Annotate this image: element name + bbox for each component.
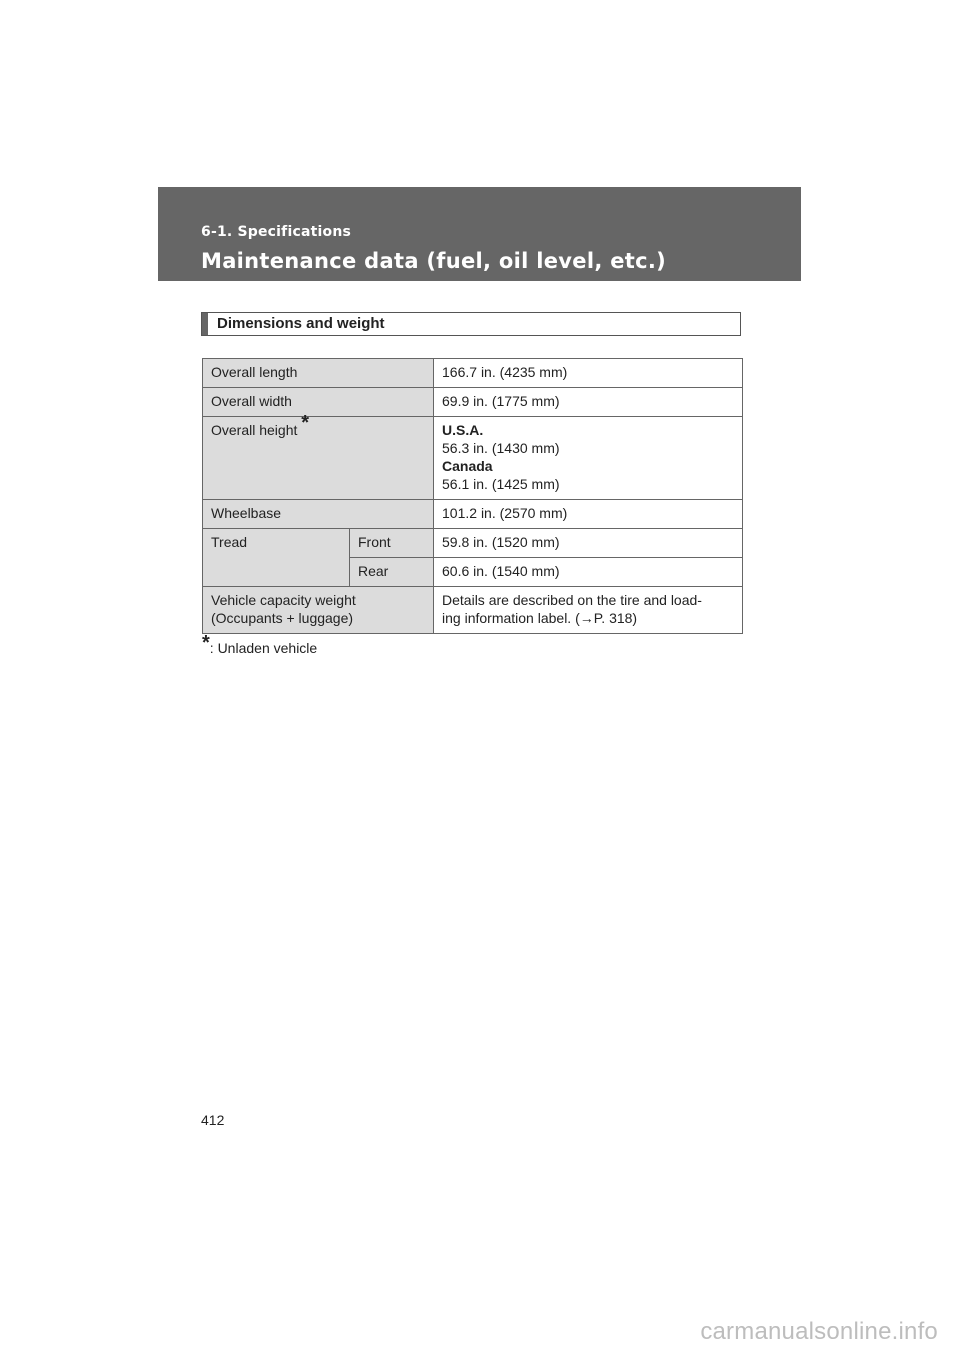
capacity-label-line2: (Occupants + luggage) — [211, 610, 354, 626]
table-row — [203, 417, 743, 500]
usa-value: 56.3 in. (1430 mm) — [442, 440, 560, 456]
footnote-star: * — [202, 632, 210, 654]
overall-height-value-cell — [434, 417, 743, 500]
capacity-label-cell — [203, 587, 434, 634]
overall-height-label: Overall height — [211, 422, 298, 438]
tread-front-label: Front — [350, 529, 434, 558]
usa-label: U.S.A. — [442, 422, 484, 438]
canada-label: Canada — [442, 458, 493, 474]
overall-height-label-cell — [203, 412, 434, 500]
capacity-label-line1: Vehicle capacity weight — [211, 592, 356, 608]
overall-width-value: 69.9 in. (1775 mm) — [434, 388, 743, 417]
subsection-title: Dimensions and weight — [217, 315, 385, 332]
wheelbase-value: 101.2 in. (2570 mm) — [434, 500, 743, 529]
footnote — [202, 632, 318, 656]
capacity-value-line1: Details are described on the tire and load- — [442, 592, 702, 608]
capacity-value-line2: ing information label. (→P. 318) — [442, 610, 638, 626]
table-row — [203, 500, 743, 529]
tread-label: Tread — [203, 529, 350, 587]
footnote-text: : Unladen vehicle — [209, 640, 318, 656]
subsection-bar — [202, 313, 208, 335]
overall-length-value: 166.7 in. (4235 mm) — [434, 359, 743, 388]
canada-value: 56.1 in. (1425 mm) — [442, 476, 560, 492]
watermark: carmanualsonline.info — [700, 1318, 938, 1345]
page-number: 412 — [201, 1112, 225, 1128]
subsection-heading — [201, 312, 741, 336]
tread-front-value: 59.8 in. (1520 mm) — [434, 529, 743, 558]
page-title: Maintenance data (fuel, oil level, etc.) — [201, 249, 667, 273]
specifications-table — [202, 358, 743, 634]
table-row — [203, 359, 743, 388]
table-row — [203, 529, 743, 558]
table-row — [203, 587, 743, 634]
wheelbase-label: Wheelbase — [203, 500, 434, 529]
capacity-value-cell — [434, 587, 743, 634]
tread-rear-label: Rear — [350, 558, 434, 587]
overall-width-label: Overall width — [203, 388, 434, 417]
tread-rear-value: 60.6 in. (1540 mm) — [434, 558, 743, 587]
section-label: 6-1. Specifications — [201, 224, 352, 240]
chapter-header — [158, 187, 801, 281]
table-row — [203, 388, 743, 417]
footnote-marker: * — [301, 412, 310, 434]
overall-length-label: Overall length — [203, 359, 434, 388]
